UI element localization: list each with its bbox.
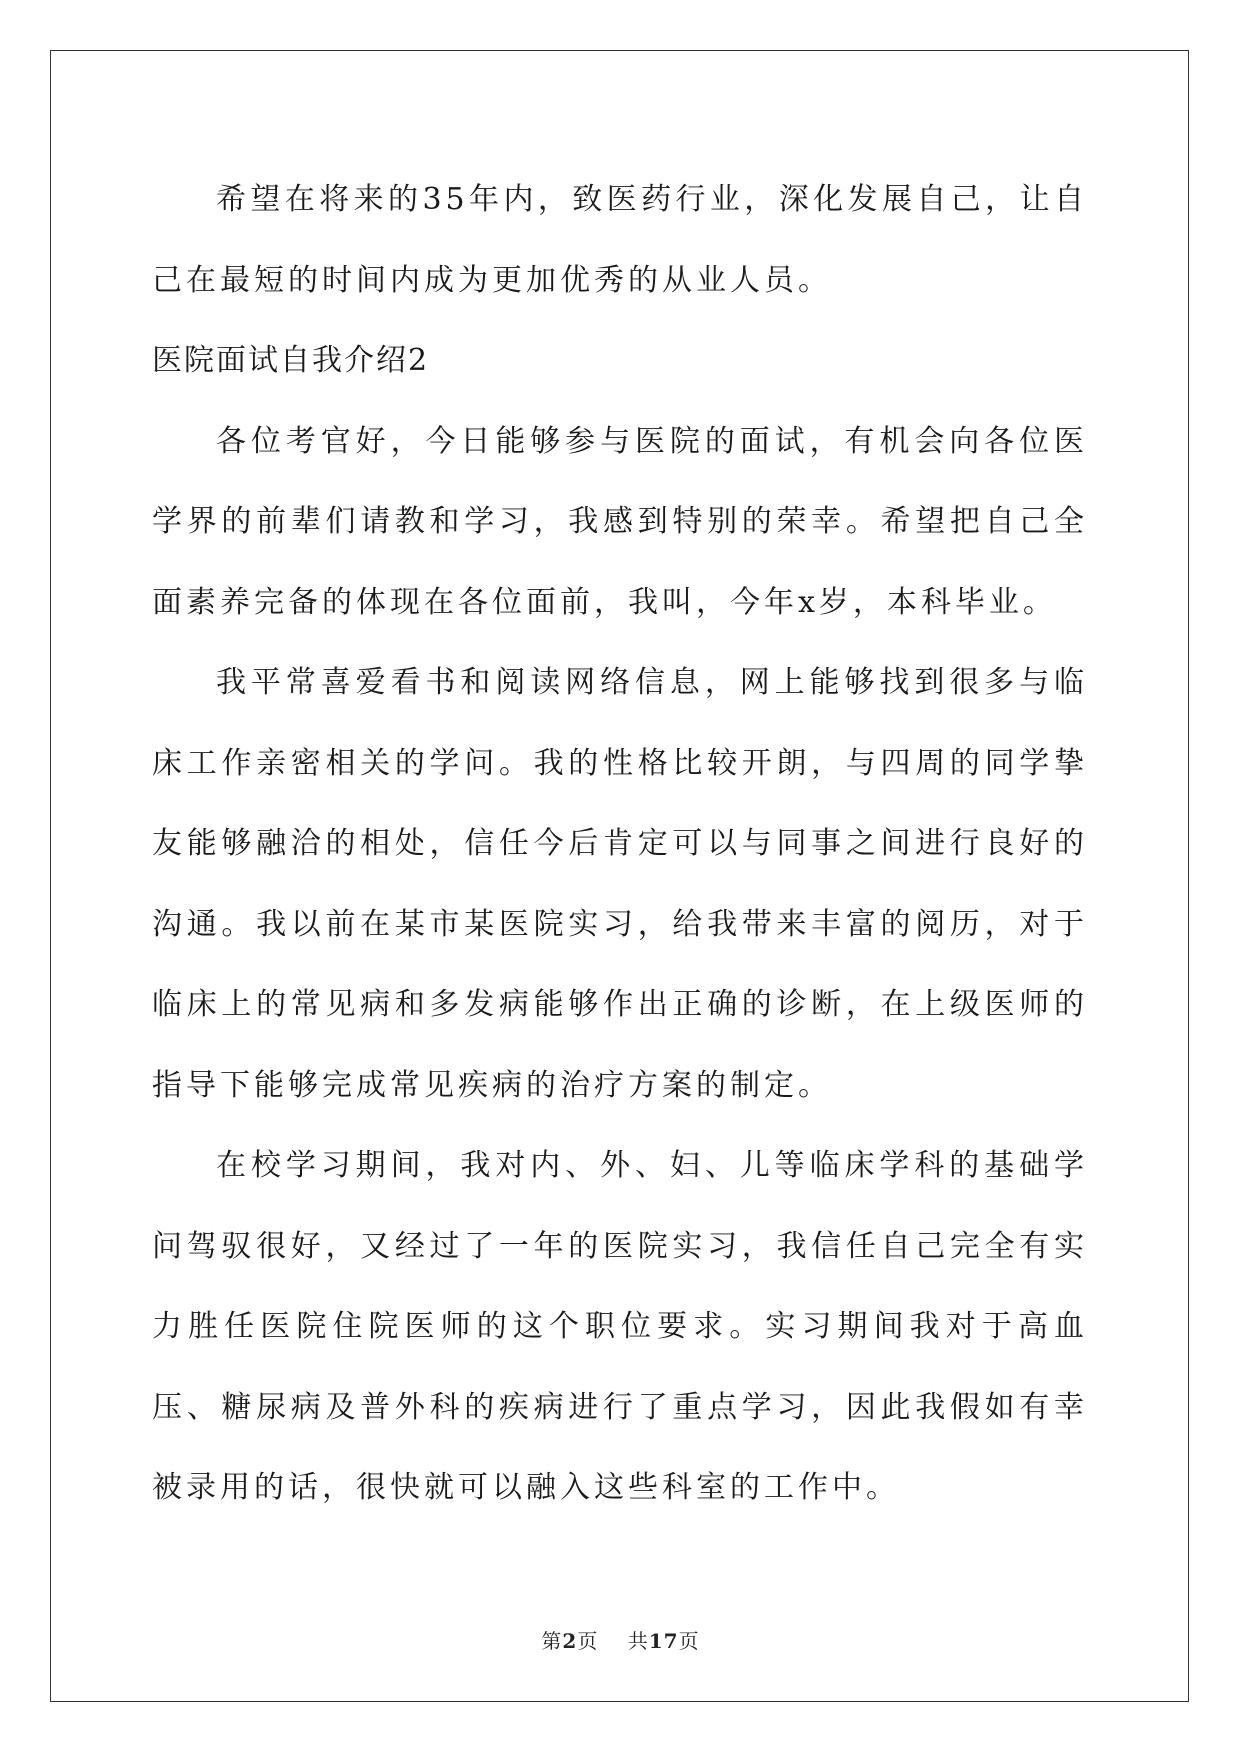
footer-total-pages: 17 bbox=[648, 1629, 679, 1653]
footer-page-number: 2 bbox=[562, 1629, 578, 1653]
footer-total-suffix: 页 bbox=[678, 1629, 700, 1653]
document-body bbox=[152, 160, 1088, 1529]
paragraph-greeting: 各位考官好，今日能够参与医院的面试，有机会向各位医学界的前辈们请教和学习，我感到特别的荣幸。希望把自己全面素养完备的体现在各位面前，我叫，今年x岁，本科毕业。 bbox=[152, 423, 1088, 620]
section-heading: 医院面试自我介绍2 bbox=[152, 343, 430, 378]
page-footer bbox=[0, 1625, 1241, 1654]
footer-page-suffix: 页 bbox=[577, 1629, 599, 1653]
footer-page-prefix: 第 bbox=[541, 1629, 563, 1653]
paragraph-career-goal: 希望在将来的35年内，致医药行业，深化发展自己，让自己在最短的时间内成为更加优秀的从业人员。 bbox=[152, 182, 1088, 298]
paragraph-study: 在校学习期间，我对内、外、妇、儿等临床学科的基础学问驾驭很好，又经过了一年的医院实习，我信任自己完全有实力胜任医院住院医师的这个职位要求。实习期间我对于高血压、糖尿病及普外科的疾病进行了重点学习，因此我假如有幸被录用的话，很快就可以融入这些科室的工作中。 bbox=[152, 1148, 1088, 1505]
footer-total-prefix: 共 bbox=[627, 1629, 649, 1653]
paragraph-personality: 我平常喜爱看书和阅读网络信息，网上能够找到很多与临床工作亲密相关的学问。我的性格比较开朗，与四周的同学挚友能够融洽的相处，信任今后肯定可以与同事之间进行良好的沟通。我以前在某市某医院实习，给我带来丰富的阅历，对于临床上的常见病和多发病能够作出正确的诊断，在上级医师的指导下能够完成常见疾病的治疗方案的制定。 bbox=[152, 665, 1088, 1103]
